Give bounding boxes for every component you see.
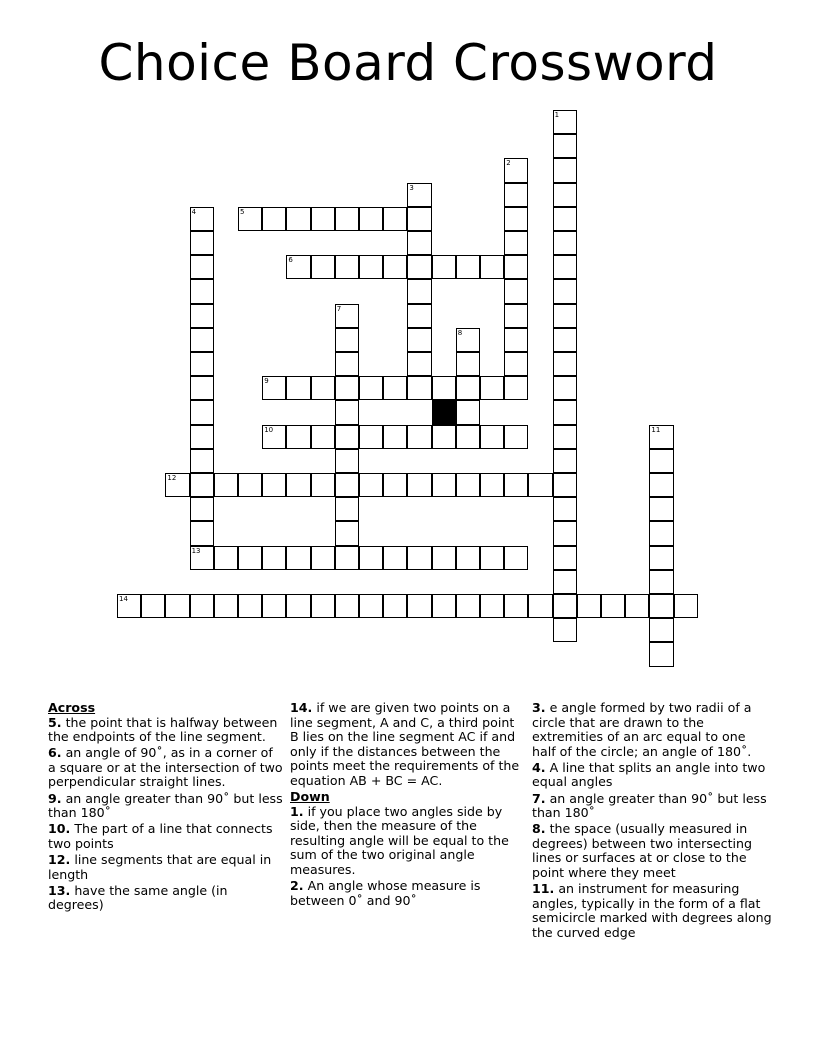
grid-cell[interactable] [117, 594, 141, 618]
grid-cell[interactable] [601, 594, 625, 618]
grid-cell[interactable] [553, 304, 577, 328]
grid-cell[interactable] [238, 594, 262, 618]
grid-cell[interactable] [214, 594, 238, 618]
clue-across-5 [48, 716, 284, 745]
grid-cell[interactable] [407, 304, 431, 328]
clue-column-1 [48, 701, 284, 914]
grid-cell[interactable] [649, 425, 673, 449]
cell-number: 5 [240, 207, 245, 216]
clue-column-3 [532, 701, 772, 942]
grid-cell[interactable] [504, 376, 528, 400]
grid-cell[interactable] [190, 400, 214, 424]
down-heading: Down [290, 789, 330, 805]
cell-number: 7 [336, 304, 342, 313]
grid-cell[interactable] [407, 279, 431, 303]
grid-cell[interactable] [407, 231, 431, 255]
cell-number: 8 [457, 328, 463, 337]
clue-number: 13. [48, 882, 71, 898]
grid-cell[interactable] [553, 255, 577, 279]
grid-cell[interactable] [504, 546, 528, 570]
grid-cell[interactable] [649, 618, 673, 642]
grid-cell[interactable] [383, 594, 407, 618]
across-heading: Across [48, 700, 96, 715]
clue-number: 11. [532, 881, 555, 897]
grid-cell[interactable] [504, 594, 528, 618]
grid-cell[interactable] [432, 425, 456, 449]
clue-down-2 [290, 879, 526, 908]
grid-cell[interactable] [335, 497, 359, 521]
grid-cell[interactable] [407, 183, 431, 207]
grid-cell[interactable] [553, 207, 577, 231]
grid-cell[interactable] [432, 546, 456, 570]
grid-cell[interactable] [504, 352, 528, 376]
grid-cell[interactable] [649, 546, 673, 570]
blocked-cell [432, 400, 456, 424]
grid-cell[interactable] [553, 618, 577, 642]
cell-number: 6 [288, 256, 293, 265]
grid-cell[interactable] [432, 594, 456, 618]
grid-cell[interactable] [190, 352, 214, 376]
cell-number: 11 [651, 425, 661, 434]
grid-cell[interactable] [649, 521, 673, 545]
grid-cell[interactable] [553, 183, 577, 207]
grid-cell[interactable] [504, 158, 528, 182]
grid-cell[interactable] [553, 110, 577, 134]
grid-cell[interactable] [190, 255, 214, 279]
grid-cell[interactable] [311, 546, 335, 570]
cell-number: 3 [409, 183, 414, 192]
grid-cell[interactable] [456, 594, 480, 618]
clue-text: The part of a line that connects two points [48, 821, 273, 851]
grid-cell[interactable] [190, 546, 214, 570]
grid-cell[interactable] [553, 546, 577, 570]
clue-text: an angle greater than 90˚ but less than 180˚ [532, 790, 767, 821]
clue-text: the space (usually measured in degrees) between two intersecting lines or surfaces at or close to the point where they meet [532, 821, 753, 881]
grid-cell[interactable] [553, 497, 577, 521]
grid-cell[interactable] [528, 473, 552, 497]
clue-down-3 [532, 701, 772, 759]
grid-cell[interactable] [504, 279, 528, 303]
grid-cell[interactable] [553, 328, 577, 352]
clue-number: 5. [48, 714, 62, 730]
grid-cell[interactable] [190, 594, 214, 618]
cell-number: 4 [191, 207, 197, 216]
grid-cell[interactable] [238, 546, 262, 570]
grid-cell[interactable] [480, 255, 504, 279]
clue-across-10 [48, 822, 284, 851]
clue-column-2 [290, 701, 526, 910]
clue-number: 8. [532, 821, 546, 837]
grid-cell[interactable] [456, 352, 480, 376]
grid-cell[interactable] [238, 207, 262, 231]
cell-number: 1 [554, 111, 560, 119]
grid-cell[interactable] [286, 376, 310, 400]
grid-cell[interactable] [504, 328, 528, 352]
grid-cell[interactable] [165, 594, 189, 618]
clue-text: A line that splits an angle into two equal angles [532, 759, 766, 790]
page-title: Choice Board Crossword [98, 34, 718, 92]
grid-cell[interactable] [311, 594, 335, 618]
grid-cell[interactable] [553, 473, 577, 497]
grid-cell[interactable] [456, 473, 480, 497]
grid-cell[interactable] [674, 594, 698, 618]
grid-cell[interactable] [649, 497, 673, 521]
grid-cell[interactable] [383, 376, 407, 400]
clue-down-4 [532, 761, 772, 790]
grid-cell[interactable] [577, 594, 601, 618]
grid-cell[interactable] [190, 425, 214, 449]
grid-cell[interactable] [383, 546, 407, 570]
grid-cell[interactable] [553, 134, 577, 158]
grid-cell[interactable] [432, 255, 456, 279]
grid-cell[interactable] [335, 521, 359, 545]
grid-cell[interactable] [553, 449, 577, 473]
clue-text: the point that is halfway between the endpoints of the line segment. [48, 714, 278, 745]
grid-cell[interactable] [335, 304, 359, 328]
grid-cell[interactable] [286, 207, 310, 231]
grid-cell[interactable] [335, 400, 359, 424]
clue-number: 9. [48, 790, 62, 806]
clue-number: 14. [290, 700, 313, 715]
grid-cell[interactable] [407, 594, 431, 618]
grid-cell[interactable] [311, 425, 335, 449]
grid-cell[interactable] [553, 231, 577, 255]
grid-cell[interactable] [649, 473, 673, 497]
grid-cell[interactable] [456, 546, 480, 570]
grid-cell[interactable] [335, 546, 359, 570]
grid-cell[interactable] [504, 183, 528, 207]
grid-cell[interactable] [504, 231, 528, 255]
grid-cell[interactable] [504, 473, 528, 497]
grid-cell[interactable] [553, 521, 577, 545]
grid-cell[interactable] [190, 473, 214, 497]
cell-number: 10 [264, 425, 274, 434]
grid-cell[interactable] [432, 376, 456, 400]
grid-cell[interactable] [528, 594, 552, 618]
grid-cell[interactable] [190, 328, 214, 352]
cell-number: 13 [191, 546, 201, 555]
grid-cell[interactable] [407, 352, 431, 376]
grid-cell[interactable] [335, 473, 359, 497]
grid-cell[interactable] [335, 207, 359, 231]
grid-cell[interactable] [553, 400, 577, 424]
grid-cell[interactable] [480, 376, 504, 400]
grid-cell[interactable] [553, 594, 577, 618]
grid-cell[interactable] [311, 207, 335, 231]
grid-cell[interactable] [480, 473, 504, 497]
clue-number: 1. [290, 803, 304, 819]
grid-cell[interactable] [190, 279, 214, 303]
grid-cell[interactable] [480, 425, 504, 449]
grid-cell[interactable] [335, 352, 359, 376]
clue-text: line segments that are equal in length [48, 851, 272, 882]
grid-cell[interactable] [311, 473, 335, 497]
clue-text: if you place two angles side by side, then the measure of the resulting angle will be equal to the sum of the two original angle measures. [290, 803, 509, 878]
grid-cell[interactable] [165, 473, 189, 497]
grid-cell[interactable] [407, 473, 431, 497]
clue-down-1 [290, 805, 526, 878]
grid-cell[interactable] [262, 207, 286, 231]
grid-cell[interactable] [335, 255, 359, 279]
clue-down-8 [532, 822, 772, 880]
grid-cell[interactable] [407, 328, 431, 352]
grid-cell[interactable] [359, 207, 383, 231]
grid-cell[interactable] [504, 207, 528, 231]
grid-cell[interactable] [262, 425, 286, 449]
clue-number: 7. [532, 790, 546, 806]
grid-cell[interactable] [190, 304, 214, 328]
grid-cell[interactable] [190, 376, 214, 400]
grid-cell[interactable] [190, 449, 214, 473]
clue-across-9 [48, 792, 284, 821]
grid-cell[interactable] [335, 449, 359, 473]
grid-cell[interactable] [286, 255, 310, 279]
grid-cell[interactable] [335, 376, 359, 400]
grid-cell[interactable] [456, 425, 480, 449]
grid-cell[interactable] [190, 207, 214, 231]
cell-number: 9 [264, 377, 269, 386]
grid-cell[interactable] [407, 425, 431, 449]
grid-cell[interactable] [262, 546, 286, 570]
grid-cell[interactable] [504, 425, 528, 449]
grid-cell[interactable] [432, 473, 456, 497]
grid-cell[interactable] [311, 255, 335, 279]
grid-cell[interactable] [335, 328, 359, 352]
grid-cell[interactable] [286, 594, 310, 618]
clue-number: 12. [48, 851, 71, 867]
grid-cell[interactable] [553, 279, 577, 303]
clue-number: 10. [48, 821, 71, 837]
grid-cell[interactable] [335, 594, 359, 618]
grid-cell[interactable] [214, 473, 238, 497]
grid-cell[interactable] [286, 546, 310, 570]
grid-cell[interactable] [238, 473, 262, 497]
grid-cell[interactable] [553, 376, 577, 400]
grid-cell[interactable] [383, 255, 407, 279]
clue-text: An angle whose measure is between 0˚ and 90˚ [290, 878, 481, 908]
grid-cell[interactable] [504, 304, 528, 328]
grid-cell[interactable] [456, 400, 480, 424]
grid-cell[interactable] [480, 546, 504, 570]
grid-cell[interactable] [214, 546, 238, 570]
grid-cell[interactable] [504, 255, 528, 279]
clue-number: 4. [532, 759, 546, 775]
grid-cell[interactable] [456, 255, 480, 279]
grid-cell[interactable] [407, 376, 431, 400]
grid-cell[interactable] [335, 425, 359, 449]
grid-cell[interactable] [286, 425, 310, 449]
grid-cell[interactable] [359, 473, 383, 497]
grid-cell[interactable] [359, 594, 383, 618]
clue-across-12 [48, 853, 284, 882]
grid-cell[interactable] [407, 546, 431, 570]
clue-text: have the same angle (in degrees) [48, 882, 228, 913]
grid-cell[interactable] [649, 642, 673, 666]
grid-cell[interactable] [649, 570, 673, 594]
clue-text: an angle of 90˚, as in a corner of a square or at the intersection of two perpendicular straight lines. [48, 745, 283, 790]
clue-across-13 [48, 884, 284, 913]
clue-number: 6. [48, 745, 62, 761]
grid-cell[interactable] [190, 521, 214, 545]
grid-cell[interactable] [553, 570, 577, 594]
cell-number: 14 [119, 595, 128, 603]
cell-number: 2 [506, 159, 511, 168]
cell-number: 12 [167, 474, 177, 482]
grid-cell[interactable] [311, 376, 335, 400]
grid-cell[interactable] [359, 255, 383, 279]
grid-cell[interactable] [407, 255, 431, 279]
grid-cell[interactable] [625, 594, 649, 618]
grid-cell[interactable] [141, 594, 165, 618]
grid-cell[interactable] [262, 473, 286, 497]
grid-cell[interactable] [262, 376, 286, 400]
clue-down-7 [532, 792, 772, 821]
grid-cell[interactable] [359, 376, 383, 400]
clue-text: an angle greater than 90˚ but less than 180˚ [48, 790, 283, 821]
clue-text: e angle formed by two radii of a circle that are drawn to the extremities of an arc equal to one half of the circle; an angle of 180˚. [532, 700, 752, 759]
grid-cell[interactable] [649, 449, 673, 473]
grid-cell[interactable] [383, 425, 407, 449]
grid-cell[interactable] [383, 473, 407, 497]
grid-cell[interactable] [553, 425, 577, 449]
clue-number: 3. [532, 700, 546, 715]
grid-cell[interactable] [649, 594, 673, 618]
clue-text: if we are given two points on a line segment, A and C, a third point B lies on the line segment AC if and only if the distances between the points meet the requirements of the equation AB + BC = AC. [290, 700, 520, 788]
clue-across-6 [48, 746, 284, 790]
grid-cell[interactable] [286, 473, 310, 497]
clue-down-11 [532, 882, 772, 940]
grid-cell[interactable] [480, 594, 504, 618]
grid-cell[interactable] [383, 207, 407, 231]
clue-number: 2. [290, 878, 304, 894]
grid-cell[interactable] [456, 376, 480, 400]
grid-cell[interactable] [553, 352, 577, 376]
grid-cell[interactable] [407, 207, 431, 231]
clue-text: an instrument for measuring angles, typically in the form of a flat semicircle marked with degrees along the curved edge [532, 881, 772, 940]
grid-cell[interactable] [359, 546, 383, 570]
grid-cell[interactable] [190, 497, 214, 521]
grid-cell[interactable] [190, 231, 214, 255]
grid-cell[interactable] [359, 425, 383, 449]
clue-across-14 [290, 701, 526, 789]
grid-cell[interactable] [456, 328, 480, 352]
grid-cell[interactable] [553, 158, 577, 182]
grid-cell[interactable] [262, 594, 286, 618]
